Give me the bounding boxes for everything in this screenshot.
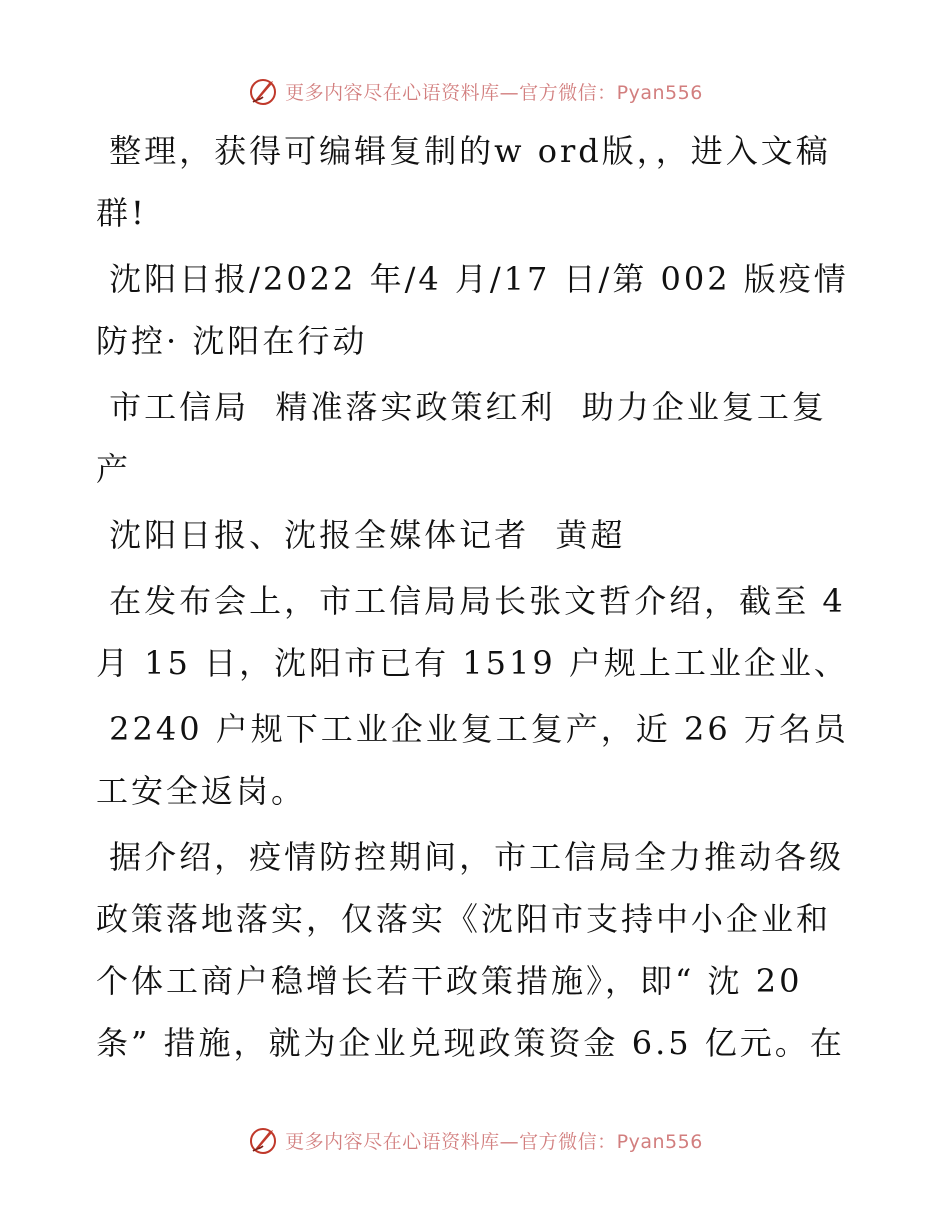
dateline: 沈阳日报/2022 年/4 月/17 日/第 002 版疫情防控· 沈阳在行动: [96, 260, 849, 360]
paragraph: 2240 户规下工业企业复工复产，近 26 万名员工安全返岗。: [96, 710, 849, 810]
paragraph: 据介绍，疫情防控期间，市工信局全力推动各级政策落地落实，仅落实《沈阳市支持中小企业和个体工商户稳增长若干政策措施》，即“ 沈 20 条” 措施，就为企业兑现政策资金 6.5 亿元。在: [96, 838, 845, 1062]
watermark-text: 更多内容尽在心语资料库—官方微信：Pyan556: [285, 81, 703, 104]
document-body: [96, 120, 859, 1074]
quill-pen-logo-icon: [247, 1124, 279, 1156]
byline: 沈阳日报、沈报全媒体记者 黄超: [96, 516, 626, 554]
article-headline: 市工信局 精准落实政策红利 助力企业复工复产: [96, 388, 827, 488]
paragraph: 在发布会上，市工信局局长张文哲介绍，截至 4 月 15 日，沈阳市已有 1519 户规上工业企业、: [96, 582, 859, 682]
quill-pen-logo-icon: [247, 75, 279, 107]
watermark-text: 更多内容尽在心语资料库—官方微信：Pyan556: [285, 1130, 703, 1153]
paragraph: 整理，获得可编辑复制的w ord版，，进入文稿群!: [96, 132, 831, 232]
header-watermark: [0, 71, 950, 111]
footer-watermark: [0, 1120, 950, 1160]
